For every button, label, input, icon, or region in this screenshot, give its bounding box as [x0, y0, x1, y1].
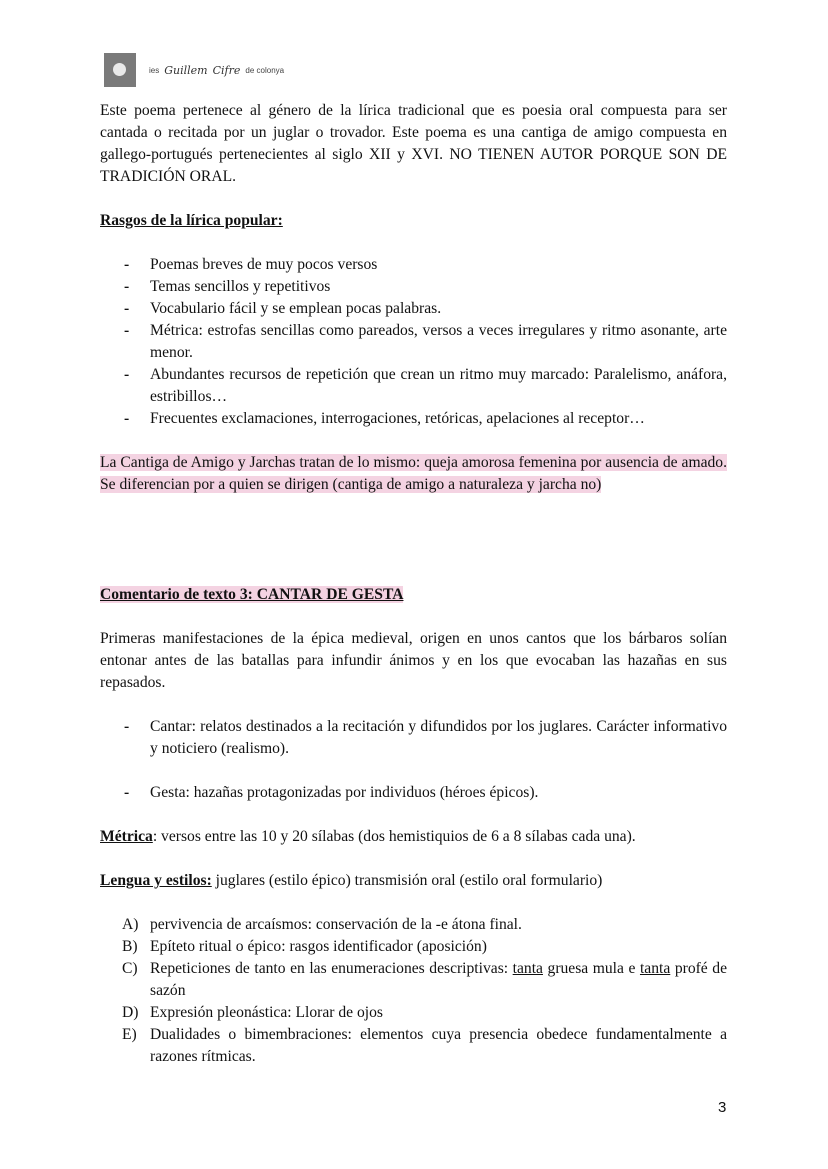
gesta-list [100, 782, 727, 804]
list-item: - Métrica: estrofas sencillas como pareados, versos a veces irregulares y ritmo asonante, arte menor. [100, 320, 727, 364]
document-body [100, 100, 727, 1068]
highlight-note: La Cantiga de Amigo y Jarchas tratan de lo mismo: queja amorosa femenina por ausencia de amado. Se diferencian por a quien se dirigen (cantiga de amigo a naturaleza y jarcha no) [100, 454, 727, 493]
lengua-list [100, 914, 727, 1068]
list-item: A) pervivencia de arcaísmos: conservación de la -e átona final. [122, 916, 522, 933]
list-item: - Cantar: relatos destinados a la recitación y difundidos por los juglares. Carácter informativo y noticiero (realismo). [100, 716, 727, 760]
list-item: - Gesta: hazañas protagonizadas por individuos (héroes épicos). [100, 782, 727, 804]
comentario-heading: Comentario de texto 3: CANTAR DE GESTA [100, 586, 404, 603]
list-item: - Abundantes recursos de repetición que crean un ritmo muy marcado: Paralelismo, anáfora, estribillos… [100, 364, 727, 408]
page-number: 3 [718, 1099, 727, 1116]
school-name: ies Guillem Cifre de colonya [149, 63, 285, 77]
cantar-list [100, 716, 727, 760]
rasgos-heading: Rasgos de la lírica popular: [100, 212, 283, 229]
epica-intro-paragraph: Primeras manifestaciones de la épica medieval, origen en unos cantos que los bárbaros solían entonar antes de las batallas para infundir ánimos y en los que evocaban las hazañas en sus repasados. [100, 630, 727, 691]
school-logo-icon [104, 53, 136, 87]
list-item: - Vocabulario fácil y se emplean pocas palabras. [100, 298, 727, 320]
list-item: C) Repeticiones de tanto en las enumeraciones descriptivas: tanta gruesa mula e tanta profé de sazón [122, 960, 727, 999]
rasgos-list [100, 254, 727, 430]
list-item: D) Expresión pleonástica: Llorar de ojos [122, 1004, 383, 1021]
list-item: - Temas sencillos y repetitivos [100, 276, 727, 298]
list-item: B) Epíteto ritual o épico: rasgos identificador (aposición) [122, 938, 487, 955]
list-item: - Frecuentes exclamaciones, interrogaciones, retóricas, apelaciones al receptor… [100, 408, 727, 430]
lengua-paragraph: Lengua y estilos: juglares (estilo épico) transmisión oral (estilo oral formulario) [100, 872, 603, 889]
intro-paragraph: Este poema pertenece al género de la lírica tradicional que es poesia oral compuesta para ser cantada o recitada por un juglar o trovador. Este poema es una cantiga de amigo compuesta en gallego-portugués pertenecientes al siglo XII y XVI. NO TIENEN AUTOR PORQUE SON DE TRADICIÓN ORAL. [100, 102, 727, 185]
list-item: - Poemas breves de muy pocos versos [100, 254, 727, 276]
list-item: E) Dualidades o bimembraciones: elementos cuya presencia obedece fundamentalmente a razones rítmicas. [122, 1026, 727, 1065]
metrica-paragraph: Métrica: versos entre las 10 y 20 sílabas (dos hemistiquios de 6 a 8 sílabas cada una). [100, 828, 636, 845]
page-header [104, 52, 284, 88]
